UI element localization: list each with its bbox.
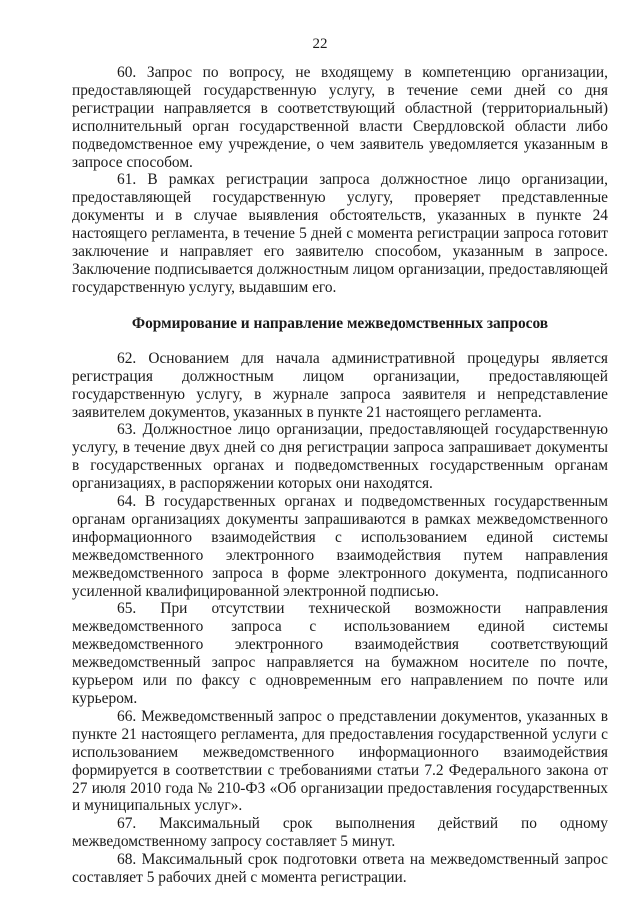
paragraph-61: 61. В рамках регистрации запроса должностное лицо организации, предоставляющей государственную услугу, проверяет представленные документы и в случае выявления обстоятельств, указанных в пункте 24 настоящего регламента, в течение 5 дней с момента регистрации запроса готовит заключение и направляет его заявителю способом, указанным в запросе. Заключение подписывается должностным лицом организации, предоставляющей государственную услугу, выдавшим его. <box>72 171 608 296</box>
paragraph-60: 60. Запрос по вопросу, не входящему в компетенцию организации, предоставляющей государственную услугу, в течение семи дней со дня регистрации направляется в соответствующий областной (территориальный) исполнительный орган государственной власти Свердловской области либо подведомственное ему учреждение, о чем заявитель уведомляется указанным в запросе способом. <box>72 64 608 171</box>
paragraph-68: 68. Максимальный срок подготовки ответа на межведомственный запрос составляет 5 рабочих дней с момента регистрации. <box>72 851 608 887</box>
document-body <box>72 64 608 887</box>
paragraph-64: 64. В государственных органах и подведомственных государственным органам организациях документы запрашиваются в рамках межведомственного информационного взаимодействия с использованием единой системы межведомственного электронного взаимодействия путем направления межведомственного запроса в форме электронного документа, подписанного усиленной квалифицированной электронной подписью. <box>72 493 608 600</box>
paragraph-67: 67. Максимальный срок выполнения действий по одному межведомственному запросу составляет 5 минут. <box>72 815 608 851</box>
section-heading: Формирование и направление межведомственных запросов <box>131 314 549 332</box>
paragraph-65: 65. При отсутствии технической возможности направления межведомственного запроса с использованием единой системы межведомственного электронного взаимодействия соответствующий межведомственный запрос направляется на бумажном носителе по почте, курьером или по факсу с одновременным его направлением по почте или курьером. <box>72 600 608 707</box>
paragraph-62: 62. Основанием для начала административной процедуры является регистрация должностным лицом организации, предоставляющей государственную услугу, в журнале запроса заявителя и непредставление заявителем документов, указанных в пункте 21 настоящего регламента. <box>72 349 608 421</box>
page-number: 22 <box>312 36 328 52</box>
paragraph-66: 66. Межведомственный запрос о представлении документов, указанных в пункте 21 настоящего регламента, для предоставления государственной услуги с использованием межведомственного информационного взаимодействия формируется в соответствии с требованиями статьи 7.2 Федерального закона от 27 июля 2010 года № 210-ФЗ «Об организации предоставления государственных и муниципальных услуг». <box>72 707 608 815</box>
paragraph-63: 63. Должностное лицо организации, предоставляющей государственную услугу, в течение двух дней со дня регистрации запроса запрашивает документы в государственных органах и подведомственных государственным органам организациях, в распоряжении которых они находятся. <box>72 421 608 493</box>
